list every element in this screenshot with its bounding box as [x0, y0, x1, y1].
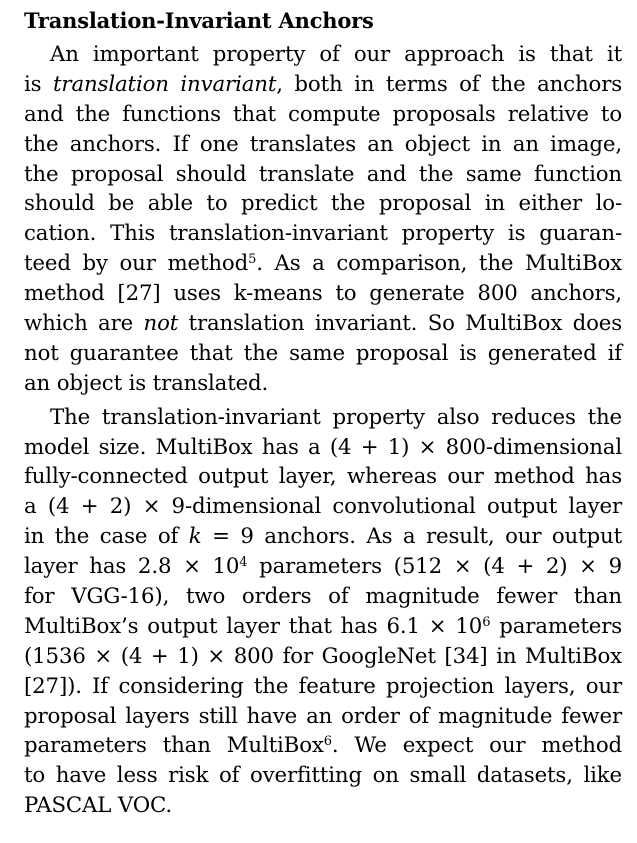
text-line: [24, 130, 622, 160]
text-line: [24, 462, 622, 492]
text-segment: the anchors. If one translates an object in an image,: [24, 131, 622, 157]
text-segment: a (4 + 2) × 9-dimensional convolutional output layer: [24, 494, 622, 520]
paragraph: [24, 403, 622, 821]
text-segment: , both in terms of the anchors: [276, 71, 623, 97]
text-segment: the proposal should translate and the same function: [24, 161, 622, 187]
text-segment: [27]). If considering the feature projection layers, our: [24, 673, 622, 699]
text-line: [24, 791, 622, 821]
text-segment: fully-connected output layer, whereas our method has: [24, 464, 622, 490]
text-segment: to have less risk of overfitting on small datasets, like: [24, 763, 622, 789]
text-segment: proposal layers still have an order of magnitude fewer: [24, 703, 622, 729]
text-line: [24, 522, 622, 552]
text-line: [24, 339, 622, 369]
text-line: [24, 249, 622, 279]
text-line: [24, 309, 622, 339]
text-line: [24, 582, 622, 612]
text-segment: parameters than MultiBox: [24, 733, 324, 759]
text-segment: . As a comparison, the MultiBox: [256, 251, 622, 277]
text-line: [24, 279, 622, 309]
text-line: [24, 552, 622, 582]
text-line: [24, 731, 622, 761]
text-segment: parameters (512 × (4 + 2) × 9: [247, 554, 622, 580]
text-segment: which are: [24, 311, 144, 337]
text-segment: cation. This translation-invariant property is guaran-: [24, 221, 622, 247]
text-segment: method [27] uses k-means to generate 800 anchors,: [24, 281, 622, 307]
text-line: [24, 219, 622, 249]
text-segment: PASCAL VOC.: [24, 793, 173, 819]
text-line: [24, 40, 622, 70]
italic-text: k: [188, 524, 202, 550]
text-line: [24, 492, 622, 522]
paragraph: [24, 40, 622, 399]
text-segment: translation invariant. So MultiBox does: [178, 311, 623, 337]
text-segment: An important property of our approach is that it: [50, 42, 622, 67]
text-line: [24, 612, 622, 642]
text-segment: an object is translated.: [24, 370, 269, 396]
text-segment: The translation-invariant property also reduces the: [50, 404, 622, 430]
section-heading: Translation-Invariant Anchors: [24, 8, 374, 33]
text-line: [24, 369, 622, 399]
superscript: 4: [239, 555, 248, 571]
text-segment: and the functions that compute proposals relative to: [24, 101, 622, 127]
text-line: [24, 672, 622, 702]
italic-text: translation invariant: [53, 71, 277, 97]
text-segment: (1536 × (4 + 1) × 800 for GoogleNet [34] in MultiBox: [24, 643, 622, 669]
text-segment: teed by our method: [24, 251, 249, 277]
text-line: [24, 70, 622, 100]
text-line: [24, 403, 622, 433]
text-line: [24, 160, 622, 190]
text-segment: for VGG-16), two orders of magnitude fewer than: [24, 584, 622, 610]
section-body: [24, 40, 622, 821]
text-segment: should be able to predict the proposal in either lo-: [24, 191, 622, 217]
text-segment: . We expect our method: [331, 733, 623, 759]
italic-text: not: [143, 311, 179, 337]
superscript: 6: [482, 614, 491, 630]
paper-page: [24, 6, 622, 821]
text-segment: in the case of: [24, 524, 189, 550]
text-segment: = 9 anchors. As a result, our output: [201, 524, 622, 550]
text-segment: layer has 2.8 × 10: [24, 554, 240, 580]
text-line: [24, 433, 622, 463]
text-line: [24, 642, 622, 672]
text-segment: model size. MultiBox has a (4 + 1) × 800-dimensional: [24, 434, 622, 460]
text-line: [24, 100, 622, 130]
text-segment: MultiBox’s output layer that has 6.1 × 10: [24, 613, 483, 639]
superscript: 6: [323, 734, 332, 750]
text-segment: is: [24, 71, 53, 97]
superscript: 5: [248, 252, 257, 268]
text-segment: parameters: [490, 613, 623, 639]
text-line: [24, 702, 622, 732]
text-segment: not guarantee that the same proposal is generated if: [24, 340, 622, 366]
text-line: [24, 761, 622, 791]
text-line: [24, 189, 622, 219]
